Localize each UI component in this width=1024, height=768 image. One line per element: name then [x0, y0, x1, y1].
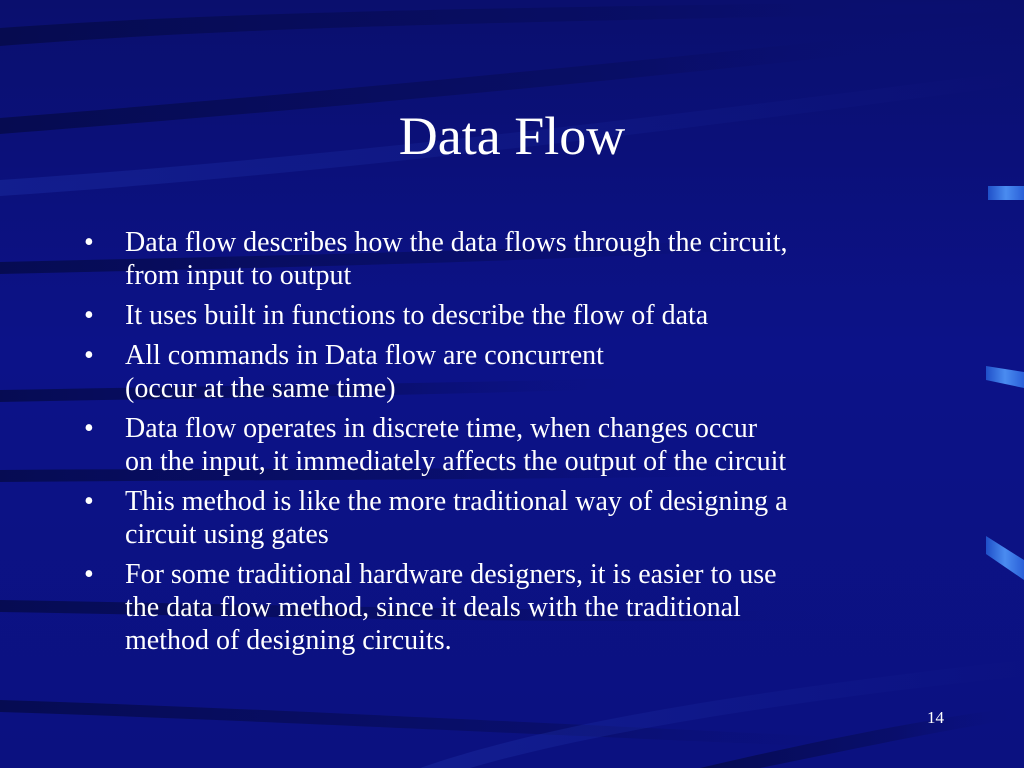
page-number: 14 — [927, 708, 944, 727]
bullet-marker: • — [84, 227, 94, 258]
bullet-marker: • — [84, 300, 94, 331]
bullet-item — [84, 558, 964, 657]
bullet-item — [84, 226, 964, 292]
bullet-marker: • — [84, 486, 94, 517]
bullet-text: Data flow describes how the data flows through the circuit, from input to output — [125, 227, 788, 291]
bullet-item — [84, 339, 964, 405]
bullet-text: It uses built in functions to describe the flow of data — [125, 300, 709, 331]
bullet-item — [84, 412, 964, 478]
bullet-text: This method is like the more traditional way of designing a circuit using gates — [125, 486, 788, 550]
accent-bar — [986, 536, 1024, 580]
bullet-marker: • — [84, 413, 94, 444]
bullet-item — [84, 299, 964, 332]
bullet-marker: • — [84, 340, 94, 371]
bullet-marker: • — [84, 559, 94, 590]
bullet-list — [84, 226, 964, 664]
slide-title: Data Flow — [398, 106, 626, 166]
accent-bar — [988, 186, 1024, 200]
accent-bar — [986, 366, 1024, 388]
bullet-text: All commands in Data flow are concurrent (occur at the same time) — [125, 340, 604, 404]
bullet-text: Data flow operates in discrete time, when changes occur on the input, it immediately affects the output of the circuit — [125, 413, 787, 477]
bullet-text: For some traditional hardware designers, it is easier to use the data flow method, since it deals with the traditional method of designing circuits. — [125, 559, 777, 656]
bullet-item — [84, 485, 964, 551]
